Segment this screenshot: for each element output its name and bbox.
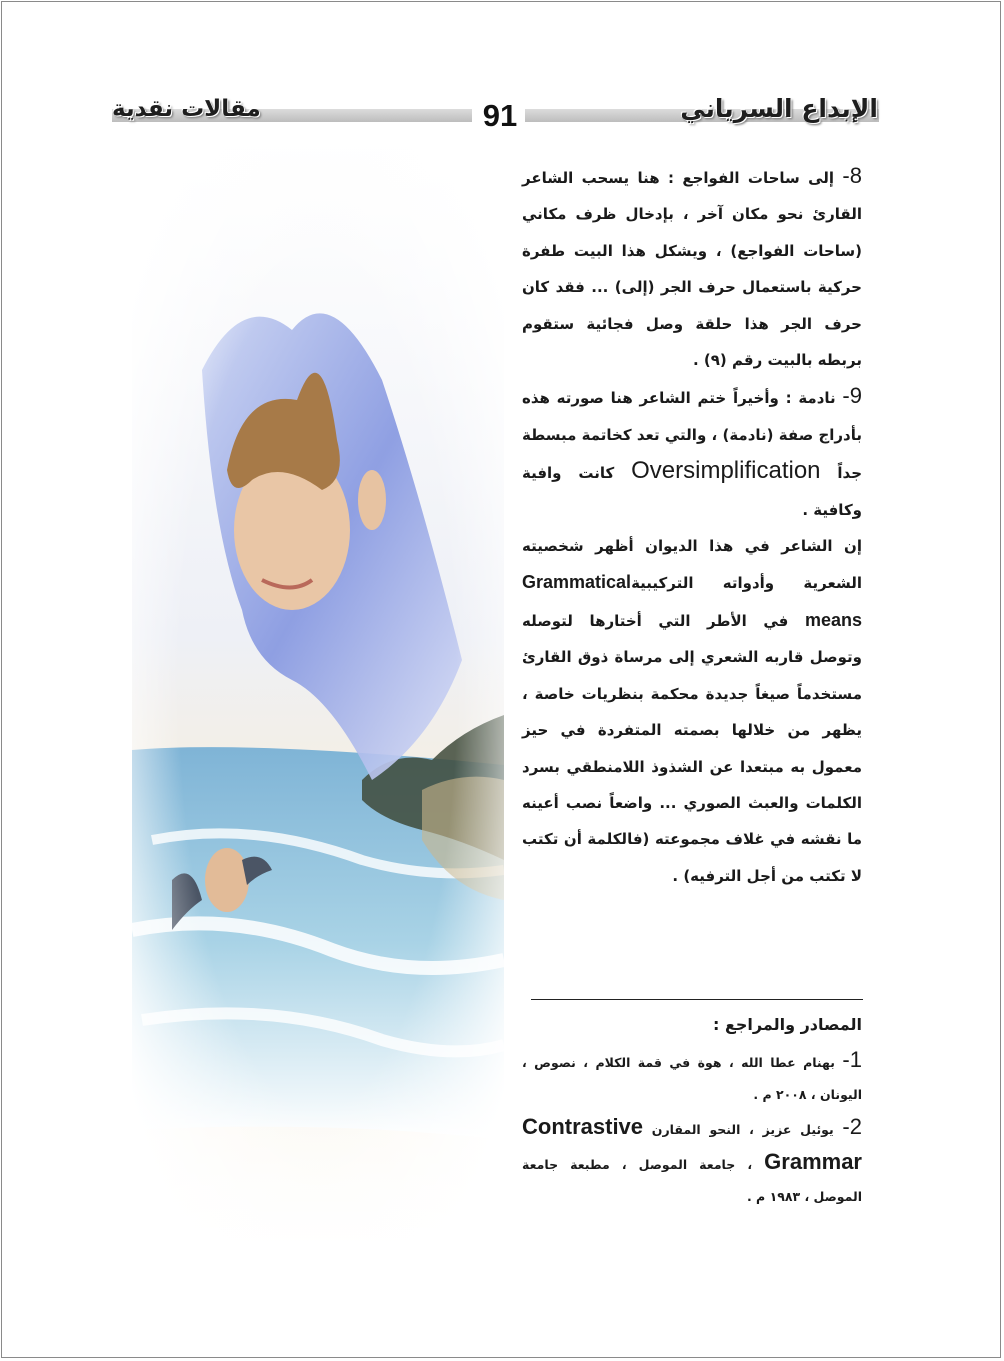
illustration [132,140,504,1245]
reference-text: يوئيل عزيز ، النحو المقارن [643,1122,843,1137]
references-divider [531,999,863,1000]
reference-number: 2- [842,1114,862,1139]
reference-text: ، جامعة الموصل ، مطبعة جامعة الموصل ، ١٩٨٣ م . [522,1157,862,1204]
paragraph-text: : وأخيراً ختم الشاعر هنا صورته هذه بأدراج صفة (نادمة) ، والتي تعد كخاتمة مبسطة جداً [522,389,863,483]
latin-term: Oversimplification [631,457,821,485]
paragraph-conclusion [522,528,862,894]
section-title: مقالات نقدية [112,96,261,122]
paragraph-text: في الأطر التي أختارها لتوصله وتوصل قاربه الشعري إلى مرساة ذوق القارئ مستخدماً صيغاً جديدة محكمة بنظريات خاصة ، يظهر من خلالها بصمته المتفردة في حيز معمول به مبتعدا عن الشذوذ اللامنطقي بسرد الكلمات والعبث الصوري ... واضعاً نصب أعينه ما نقشه في غلاف مجموعته (فالكلمة أن تكتب لا تكتب من أجل الترفيه) . [522,611,862,885]
paragraph-9 [522,378,862,528]
boy-and-sea-illustration [132,140,504,1245]
reference-item [522,1044,862,1111]
item-number: 8- [842,163,862,188]
references-heading: المصادر والمراجع : [712,1015,862,1034]
paragraph-text: : هنا يسحب الشاعر القارئ نحو مكان آخر ، بإدخال ظرف مكاني (ساحات الفواجع) ، ويشكل هذا البيت طفرة حركية باستعمال حرف الجر (إلى) ... فقد كان حرف الجر هذا حلقة وصل فجائية ستقوم بربطه بالبيت رقم (٩) . [522,169,862,370]
item-heading: نادمة [798,389,836,408]
references [522,1010,862,1213]
latin-term: Contrastive Grammar [522,1114,862,1174]
page-number: 91 [482,98,518,133]
paragraph-text: كانت وافية وكافية . [522,464,862,519]
paragraph-text: إن الشاعر في هذا الديوان أظهر شخصيته الشعرية وأدواته التركيبية [522,537,862,593]
item-heading: إلى ساحات الفواجع [682,169,835,187]
paragraph-8 [522,158,862,378]
reference-item [522,1111,862,1213]
item-number: 9- [842,383,862,409]
article-body [522,158,862,894]
magazine-title: الإبداع السرياني [680,94,878,123]
reference-text: بهنام عطا الله ، هوة في قمة الكلام ، نصوص ، اليونان ، ٢٠٠٨ م . [522,1055,862,1102]
latin-term: Grammatical means [522,572,862,630]
reference-number: 1- [842,1047,862,1072]
